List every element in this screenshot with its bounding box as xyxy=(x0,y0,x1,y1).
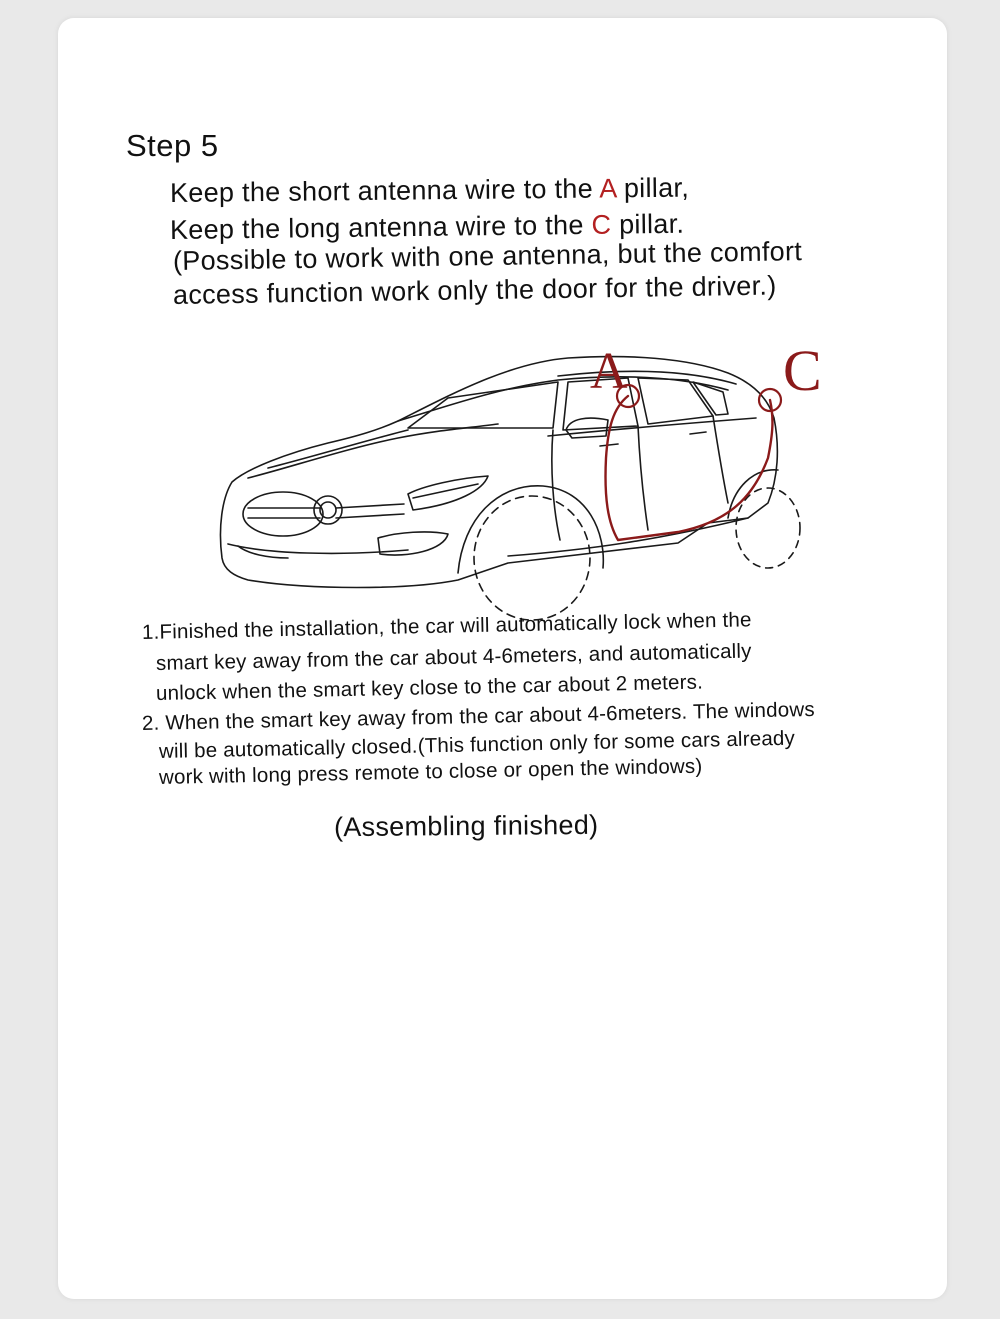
intro-line-4: access function work only the door for the driver.) xyxy=(172,270,777,310)
pillar-c-text: C xyxy=(591,209,612,240)
note-2-line-3: work with long press remote to close or open the windows) xyxy=(158,754,703,789)
instruction-sheet xyxy=(58,18,947,1299)
intro-line-1-suffix: pillar, xyxy=(615,172,690,204)
note-2-line-2: will be automatically closed.(This function only for some cars already xyxy=(158,726,796,763)
intro-line-2-text: Keep the long antenna wire to the xyxy=(169,209,592,245)
car-diagram xyxy=(208,318,822,618)
pillar-c-label: C xyxy=(783,338,822,403)
note-1-line-1: 1.Finished the installation, the car will automatically lock when the xyxy=(141,608,752,644)
step-title: Step 5 xyxy=(126,128,219,163)
intro-line-2-suffix: pillar. xyxy=(611,208,685,240)
intro-line-1 xyxy=(170,173,689,209)
assembling-finished-text: (Assembling finished) xyxy=(333,809,599,843)
pillar-a-text: A xyxy=(599,173,617,204)
intro-line-1-text: Keep the short antenna wire to the xyxy=(169,173,600,208)
note-2-line-1: 2. When the smart key away from the car about 4-6meters. The windows xyxy=(141,697,816,735)
note-1-line-3: unlock when the smart key close to the car about 2 meters. xyxy=(155,670,704,705)
note-1-line-2: smart key away from the car about 4-6meters, and automatically xyxy=(155,639,752,675)
pillar-a-label: A xyxy=(590,343,628,400)
intro-line-3: (Possible to work with one antenna, but the comfort xyxy=(172,236,803,276)
